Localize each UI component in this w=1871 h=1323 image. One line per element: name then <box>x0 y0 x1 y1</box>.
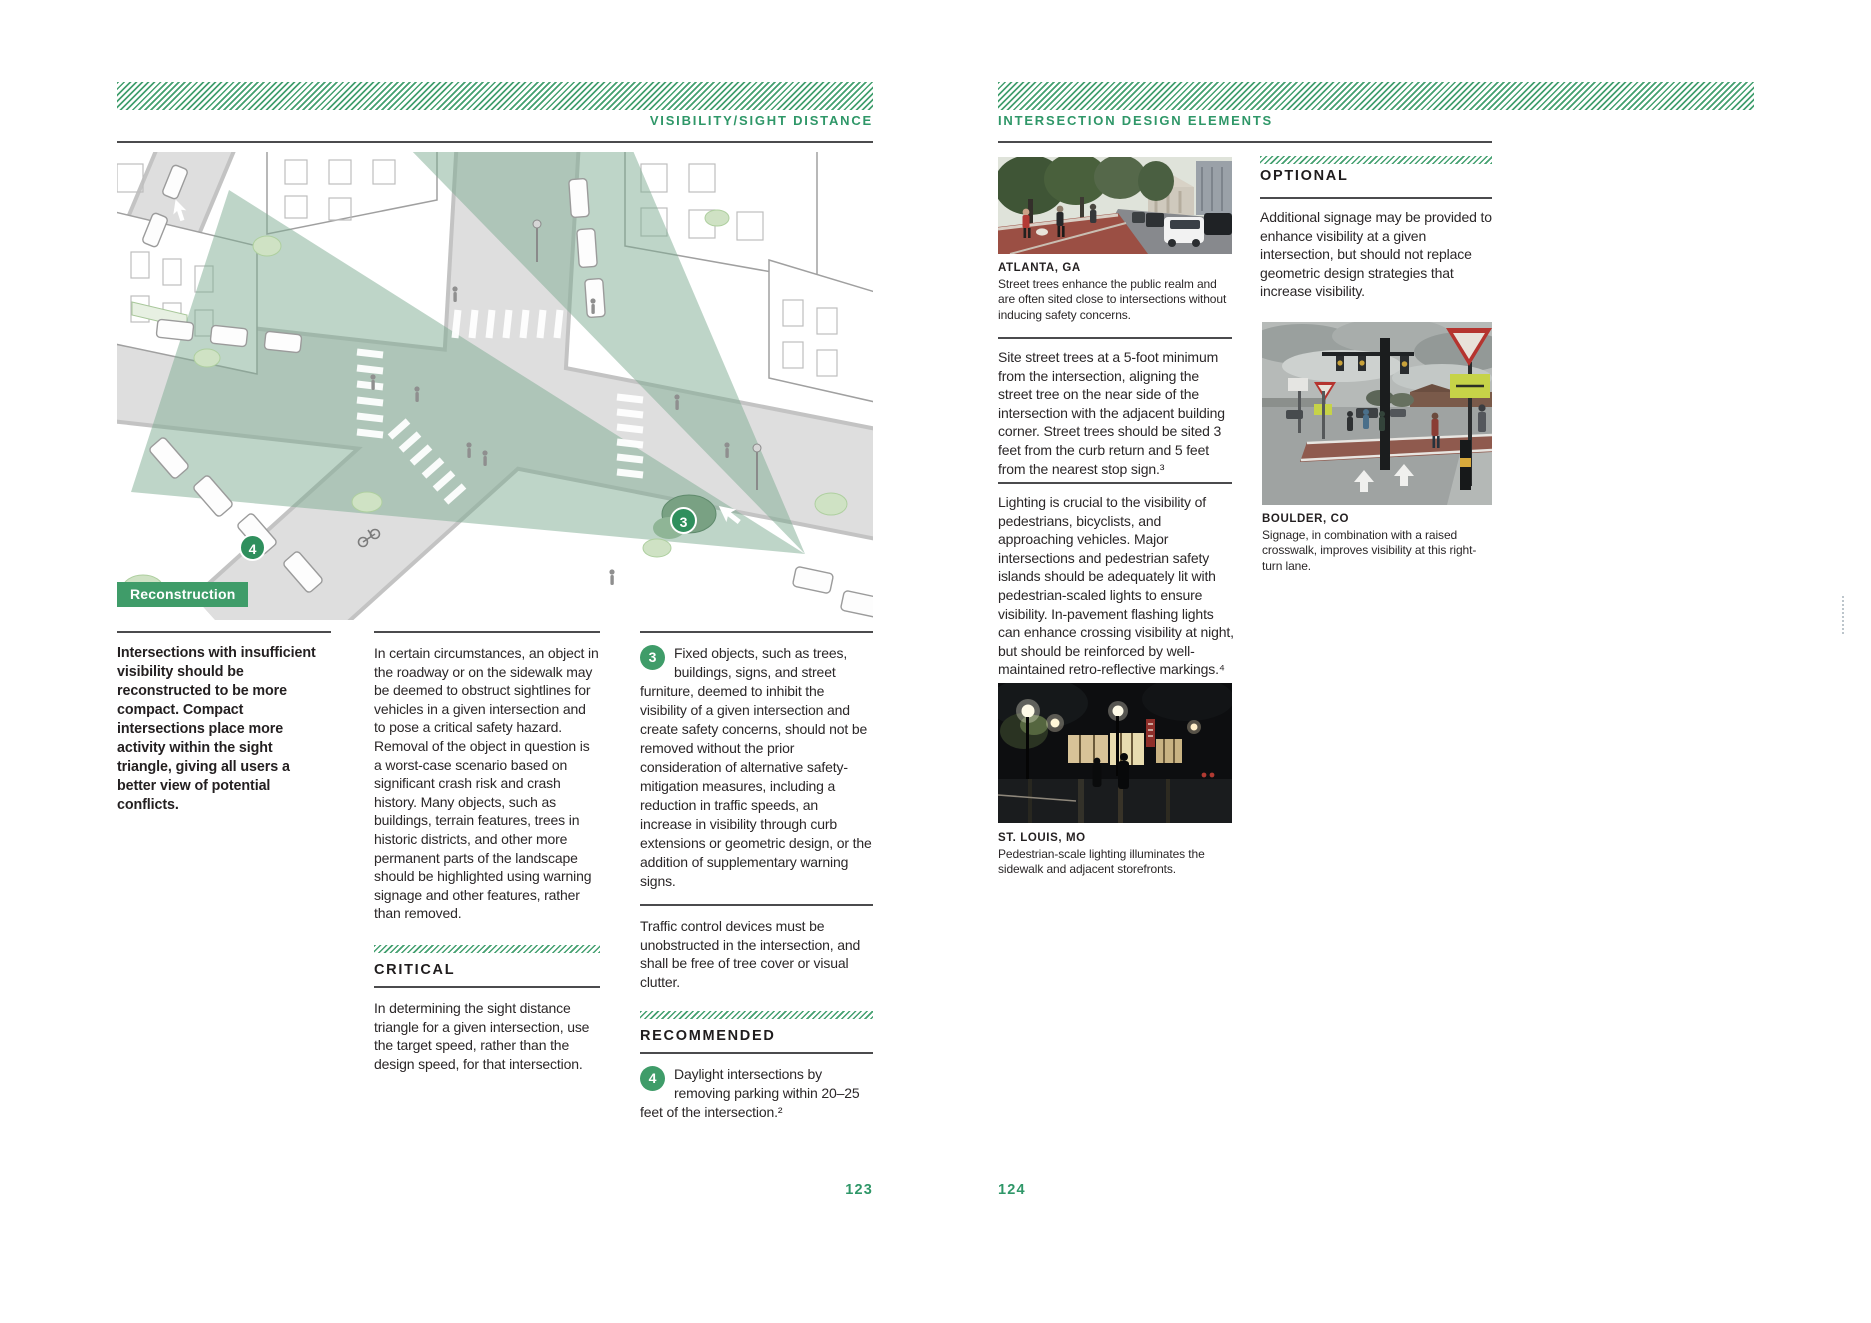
photo-caption-st-louis: Pedestrian-scale lighting illuminates the sidewalk and adjacent storefronts. <box>998 847 1205 877</box>
photo-location-st-louis: ST. LOUIS, MO <box>998 832 1086 844</box>
recommended-hatch-stripe <box>640 1011 873 1019</box>
intro-paragraph: Intersections with insufficient visibility should be reconstructed to be more compact. Compact intersections place more activity within the sight triangle, giving all users a better view of potential conflicts. <box>117 645 316 813</box>
item-3-text: Fixed objects, such as trees, buildings, signs, and street furniture, deemed to inhibit the visibility of a given intersection and create safety concerns, should not be removed without the prior consideration of alternative safety-mitigation measures, including a reduction in traffic speeds, an increase in visibility through curb extensions or geometric design, or the addition of supplementary warning signs. <box>640 645 872 889</box>
photo-caption-atlanta: Street trees enhance the public realm and are often sited close to intersections without inducing safety concerns. <box>998 277 1227 322</box>
page-number-right: 124 <box>998 1182 1026 1198</box>
recommended-title: RECOMMENDED <box>640 1028 776 1045</box>
photo-location-boulder: BOULDER, CO <box>1262 513 1350 525</box>
column-rule <box>117 631 331 633</box>
photo-caption-boulder: Signage, in combination with a raised crosswalk, improves visibility at this right-turn lane. <box>1262 528 1477 573</box>
sight-distance-illustration <box>117 152 873 620</box>
middle-column <box>374 631 600 1073</box>
column-rule <box>640 631 873 633</box>
column-rule <box>374 631 600 633</box>
lighting-paragraph: Lighting is crucial to the visibility of pedestrians, bicyclists, and approaching vehicles. Major intersections and pedestrian safety islands should be adequately lit with pedestrian-scaled lights to ensure visibility. In-pavement flashing lights can enhance crossing visibility at night, but should be reinforced by well-maintained retro-reflective markings.⁴ <box>998 494 1234 678</box>
traffic-control-paragraph: Traffic control devices must be unobstructed in the intersection, and shall be free of tree cover or visual clutter. <box>640 918 861 990</box>
street-trees-paragraph: Site street trees at a 5-foot minimum from the intersection, aligning the street tree on the near side of the intersection with the adjacent building corner. Street trees should be sited 3 feet from the curb return and 5 feet from the nearest stop sign.³ <box>998 349 1225 477</box>
critical-title: CRITICAL <box>374 961 456 978</box>
photo-atlanta <box>998 157 1232 254</box>
page-edge-mark <box>1842 596 1844 634</box>
photo-boulder <box>1262 322 1492 505</box>
left-column-intro <box>117 631 331 815</box>
numbered-item-3 <box>640 644 873 891</box>
left-page-header: VISIBILITY/SIGHT DISTANCE <box>649 113 873 128</box>
sightline-paragraph: In certain circumstances, an object in the roadway or on the sidewalk may be deemed to obstruct sightlines for vehicles in a given intersection and to pose a critical safety hazard. Removal of the object in question is a worst-case scenario based on significant crash risk and crash history. Many objects, such as buildings, terrain features, trees in historic districts, and other more permanent parts of the landscape should be highlighted using warning signage and other features, rather than removed. <box>374 645 599 922</box>
marker-3-badge: 3 <box>670 507 697 534</box>
right-column <box>640 631 873 1122</box>
left-page-header-rule <box>117 141 873 143</box>
right-page-hatch-band <box>998 82 1754 110</box>
optional-title: OPTIONAL <box>1260 168 1349 184</box>
illustration-label-reconstruction: Reconstruction <box>117 582 248 607</box>
item-3-badge: 3 <box>640 645 665 670</box>
page-number-left: 123 <box>845 1182 873 1198</box>
optional-hatch-stripe <box>1260 156 1492 164</box>
column-divider-rule <box>640 904 873 906</box>
item-4-badge: 4 <box>640 1066 665 1091</box>
critical-hatch-stripe <box>374 945 600 953</box>
critical-paragraph: In determining the sight distance triangle for a given intersection, use the target speed, rather than the design speed, for that intersection. <box>374 999 590 1072</box>
marker-4-badge: 4 <box>239 534 266 561</box>
numbered-item-4 <box>640 1065 873 1122</box>
intersection-axonometric-drawing <box>117 152 873 620</box>
item-4-text: Daylight intersections by removing parking within 20–25 feet of the intersection.² <box>640 1066 860 1121</box>
photo-location-atlanta: ATLANTA, GA <box>998 262 1081 274</box>
photo-st-louis <box>998 683 1232 823</box>
left-page-hatch-band <box>117 82 873 110</box>
right-page-header: INTERSECTION DESIGN ELEMENTS <box>998 113 1274 128</box>
critical-rule <box>374 986 600 988</box>
optional-paragraph: Additional signage may be provided to enhance visibility at a given intersection, but should not replace geometric design strategies that increase visibility. <box>1260 209 1492 300</box>
recommended-rule <box>640 1052 873 1054</box>
right-page-header-rule <box>998 141 1492 143</box>
